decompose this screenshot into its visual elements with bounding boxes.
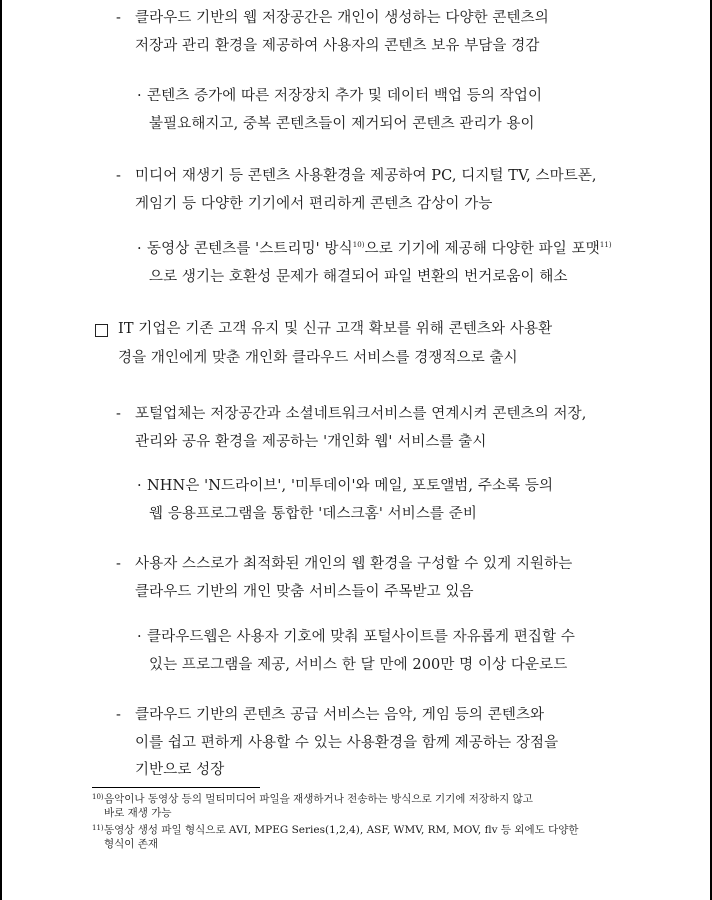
dash-marker: -: [116, 406, 121, 422]
paragraph-line: 불필요해지고, 중복 콘텐츠들이 제거되어 콘텐츠 관리가 용이: [149, 116, 535, 132]
paragraph-line: 관리와 공유 환경을 제공하는 '개인화 웹' 서비스를 출시: [135, 434, 487, 450]
paragraph-line: 포털업체는 저장공간과 소셜네트워크서비스를 연계시켜 콘텐츠의 저장,: [135, 406, 587, 422]
line-text: 으로 기기에 제공해 다양한 파일 포맷: [364, 241, 600, 257]
paragraph-line: 있는 프로그램을 제공, 서비스 한 달 만에 200만 명 이상 다운로드: [149, 657, 568, 673]
paragraph-line: 클라우드 기반의 웹 저장공간은 개인이 생성하는 다양한 콘텐츠의: [135, 10, 549, 26]
paragraph-line: NHN은 'N드라이브', '미투데이'와 메일, 포토앨범, 주소록 등의: [147, 478, 554, 494]
paragraph-line: [147, 239, 612, 259]
paragraph-line: 콘텐츠 증가에 따른 저장장치 추가 및 데이터 백업 등의 작업이: [147, 88, 543, 104]
paragraph-line: 으로 생기는 호환성 문제가 해결되어 파일 변환의 번거로움이 해소: [149, 269, 568, 285]
dot-marker: ·: [137, 241, 142, 257]
dot-marker: ·: [137, 629, 142, 645]
paragraph-line: 클라우드웹은 사용자 기호에 맞춰 포털사이트를 자유롭게 편집할 수: [147, 629, 575, 645]
footnote-number: 10): [92, 793, 104, 801]
paragraph-line: 경을 개인에게 맞춘 개인화 클라우드 서비스를 경쟁적으로 출시: [118, 350, 518, 366]
footnote-ref: 10): [352, 241, 365, 250]
footnote-separator: [92, 787, 260, 788]
dash-marker: -: [116, 556, 121, 572]
line-text: 동영상 콘텐츠를 '스트리밍' 방식: [147, 241, 353, 257]
footnote-number: 11): [92, 824, 104, 832]
footnote-line: 음악이나 동영상 등의 멀티미디어 파일을 재생하거나 전송하는 방식으로 기기에 저장하지 않고: [104, 793, 533, 805]
paragraph-line: 저장과 관리 환경을 제공하여 사용자의 콘텐츠 보유 부담을 경감: [135, 38, 540, 54]
paragraph-line: 클라우드 기반의 개인 맞춤 서비스들이 주목받고 있음: [135, 584, 474, 600]
footnote-line: 바로 재생 가능: [104, 807, 172, 819]
dash-marker: -: [116, 168, 121, 184]
paragraph-line: 클라우드 기반의 콘텐츠 공급 서비스는 음악, 게임 등의 콘텐츠와: [135, 707, 545, 723]
dash-marker: -: [116, 10, 121, 26]
paragraph-line: 게임기 등 다양한 기기에서 편리하게 콘텐츠 감상이 가능: [135, 196, 493, 212]
footnote-line: 형식이 존재: [104, 838, 159, 850]
paragraph-line: 사용자 스스로가 최적화된 개인의 웹 환경을 구성할 수 있게 지원하는: [135, 556, 573, 572]
paragraph-line: 기반으로 성장: [135, 762, 225, 778]
paragraph-line: 웹 응용프로그램을 통합한 '데스크홈' 서비스를 준비: [149, 506, 477, 522]
footnote-line: 동영상 생성 파일 형식으로 AVI, MPEG Series(1,2,4), ASF, WMV, RM, MOV, flv 등 외에도 다양한: [104, 824, 579, 836]
paragraph-line: IT 기업은 기존 고객 유지 및 신규 고객 확보를 위해 콘텐츠와 사용환: [118, 321, 553, 337]
checkbox-square-bullet: [95, 324, 108, 337]
footnote-ref: 11): [599, 241, 612, 250]
dot-marker: ·: [137, 478, 142, 494]
dot-marker: ·: [137, 88, 142, 104]
dash-marker: -: [116, 707, 121, 723]
paragraph-line: 미디어 재생기 등 콘텐츠 사용환경을 제공하여 PC, 디지털 TV, 스마트폰,: [135, 168, 597, 184]
paragraph-line: 이를 쉽고 편하게 사용할 수 있는 사용환경을 함께 제공하는 장점을: [135, 735, 559, 751]
